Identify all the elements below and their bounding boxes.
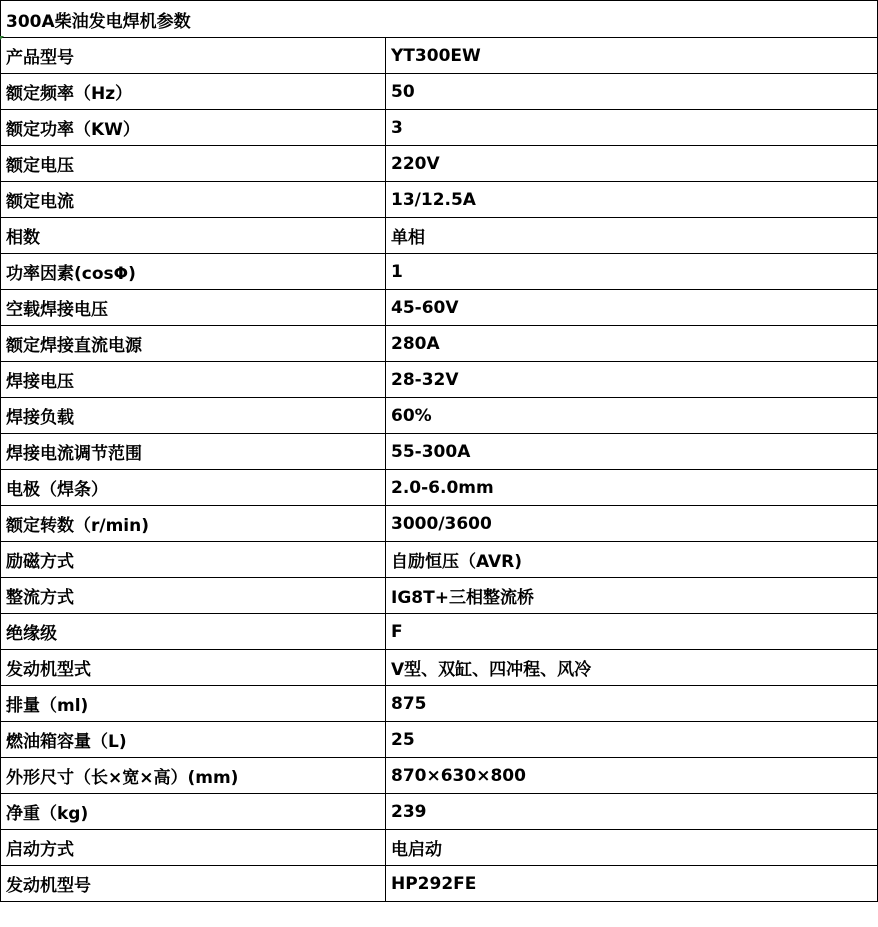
table-row: [1, 362, 878, 398]
param-value: F: [386, 614, 878, 650]
table-title: 300A柴油发电焊机参数: [1, 1, 878, 38]
param-label: 绝缘级: [1, 614, 386, 650]
param-value: 28-32V: [386, 362, 878, 398]
table-row: [1, 542, 878, 578]
param-value: 239: [386, 794, 878, 830]
param-value: HP292FE: [386, 866, 878, 902]
param-value: 60%: [386, 398, 878, 434]
table-row: [1, 326, 878, 362]
table-row: [1, 722, 878, 758]
param-value: 55-300A: [386, 434, 878, 470]
param-label: 发动机型式: [1, 650, 386, 686]
param-label: 产品型号: [1, 38, 386, 74]
param-value: 3000/3600: [386, 506, 878, 542]
table-row: [1, 254, 878, 290]
table-row: [1, 578, 878, 614]
param-value: 3: [386, 110, 878, 146]
cell-indicator-mark: [0, 36, 4, 40]
param-value: 220V: [386, 146, 878, 182]
param-label: 功率因素(cosΦ): [1, 254, 386, 290]
param-value: 875: [386, 686, 878, 722]
param-value: 2.0-6.0mm: [386, 470, 878, 506]
param-value: V型、双缸、四冲程、风冷: [386, 650, 878, 686]
param-label: 额定电流: [1, 182, 386, 218]
table-row: [1, 794, 878, 830]
param-value: 自励恒压（AVR): [386, 542, 878, 578]
table-row: [1, 74, 878, 110]
param-label: 额定功率（KW）: [1, 110, 386, 146]
table-row: [1, 614, 878, 650]
table-row: [1, 110, 878, 146]
table-row: [1, 398, 878, 434]
table-row: [1, 866, 878, 902]
param-label: 外形尺寸（长×宽×高）(mm): [1, 758, 386, 794]
param-value: IG8T+三相整流桥: [386, 578, 878, 614]
param-value: 45-60V: [386, 290, 878, 326]
param-value: 1: [386, 254, 878, 290]
param-label: 净重（kg): [1, 794, 386, 830]
param-label: 排量（ml): [1, 686, 386, 722]
param-value: 50: [386, 74, 878, 110]
param-label: 额定转数（r/min): [1, 506, 386, 542]
param-label: 额定焊接直流电源: [1, 326, 386, 362]
param-label: 发动机型号: [1, 866, 386, 902]
param-value: 25: [386, 722, 878, 758]
param-label: 焊接负载: [1, 398, 386, 434]
param-label: 焊接电压: [1, 362, 386, 398]
title-row: [1, 1, 878, 38]
param-value: 电启动: [386, 830, 878, 866]
param-label: 启动方式: [1, 830, 386, 866]
table-row: [1, 686, 878, 722]
param-label: 焊接电流调节范围: [1, 434, 386, 470]
param-value: 870×630×800: [386, 758, 878, 794]
param-value: 13/12.5A: [386, 182, 878, 218]
table-row: [1, 758, 878, 794]
table-row: [1, 218, 878, 254]
param-label: 空载焊接电压: [1, 290, 386, 326]
param-label: 相数: [1, 218, 386, 254]
param-value: YT300EW: [386, 38, 878, 74]
param-value: 280A: [386, 326, 878, 362]
table-row: [1, 182, 878, 218]
table-row: [1, 506, 878, 542]
table-row: [1, 38, 878, 74]
table-row: [1, 290, 878, 326]
param-label: 整流方式: [1, 578, 386, 614]
param-value: 单相: [386, 218, 878, 254]
param-label: 励磁方式: [1, 542, 386, 578]
param-label: 电极（焊条）: [1, 470, 386, 506]
table-row: [1, 146, 878, 182]
param-label: 额定频率（Hz）: [1, 74, 386, 110]
table-row: [1, 650, 878, 686]
table-row: [1, 434, 878, 470]
table-row: [1, 470, 878, 506]
param-label: 额定电压: [1, 146, 386, 182]
param-label: 燃油箱容量（L): [1, 722, 386, 758]
table-row: [1, 830, 878, 866]
